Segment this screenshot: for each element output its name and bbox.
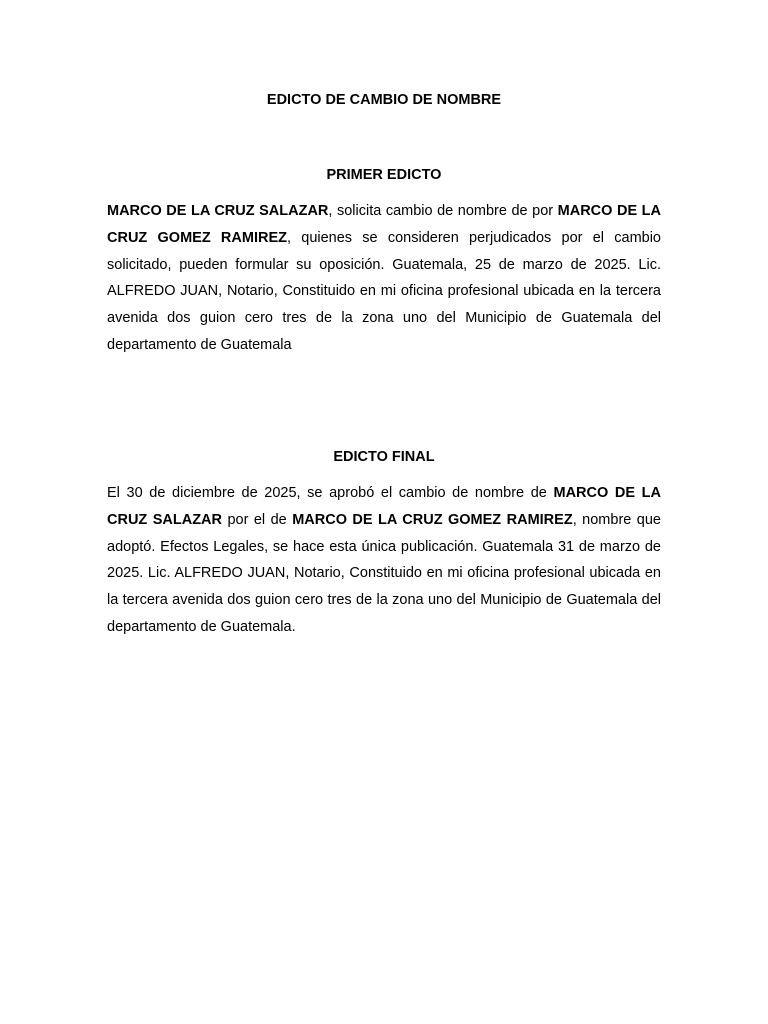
final-edict-paragraph [107,480,661,641]
new-name: MARCO DE LA CRUZ GOMEZ RAMIREZ [107,203,661,246]
new-name: MARCO DE LA CRUZ GOMEZ RAMIREZ [292,511,573,528]
document-title: EDICTO DE CAMBIO DE NOMBRE [266,92,502,108]
final-edict-text-2: por el de [222,511,293,528]
final-edict-text-3: , nombre que adoptó. Efectos Legales, se hace esta única publicación. Guatemala 31 de marzo de 2025. Lic. ALFREDO JUAN, Notario, Constituido en mi oficina profesional ubicada en la tercera avenida dos guion cero tres de la zona uno del Municipio de Guatemala del departamento de Guatemala. [107,511,661,635]
final-edict-heading: EDICTO FINAL [333,449,435,465]
first-edict-text-1: , solicita cambio de nombre de por [328,203,558,219]
original-name: MARCO DE LA CRUZ SALAZAR [107,203,329,219]
first-edict-heading: PRIMER EDICTO [326,167,442,183]
final-edict-text-1: El 30 de diciembre de 2025, se aprobó el cambio de nombre de [107,485,554,501]
original-name: MARCO DE LA CRUZ SALAZAR [107,485,661,528]
first-edict-text-2: , quienes se consideren perjudicados por el cambio solicitado, pueden formular su oposición. Guatemala, 25 de marzo de 2025. Lic. ALFREDO JUAN, Notario, Constituido en mi oficina profesional ubicada en la tercera avenida dos guion cero tres de la zona uno del Municipio de Guatemala del departamento de Guatemala [107,229,661,353]
first-edict-paragraph [107,198,661,359]
